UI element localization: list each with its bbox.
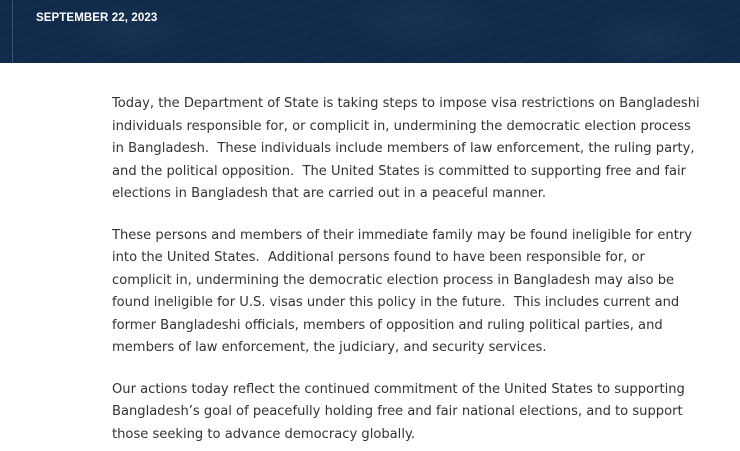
article-paragraph-1: Today, the Department of State is taking steps to impose visa restrictions on Bangladeshi individuals responsible for, or complicit in, undermining the democratic election process in Bangladesh. These individuals include members of law enforcement, the ruling party, and the political opposition. The United States is committed to supporting free and fair elections in Bangladesh that are carried out in a peaceful manner. xyxy=(112,96,704,201)
header-divider xyxy=(12,0,13,63)
article-body xyxy=(112,93,702,451)
publication-date: SEPTEMBER 22, 2023 xyxy=(36,12,158,24)
article-paragraph-3: Our actions today reflect the continued commitment of the United States to supporting Bangladesh’s goal of peacefully holding free and fair national elections, and to support those seeking to advance democracy globally. xyxy=(112,381,689,442)
header-banner xyxy=(0,0,740,63)
article-paragraph-2: These persons and members of their immediate family may be found ineligible for entry into the United States. Additional persons found to have been responsible for, or complicit in, undermining the democratic election process in Bangladesh may also be found ineligible for U.S. visas under this policy in the future. This includes current and former Bangladeshi officials, members of opposition and ruling political parties, and members of law enforcement, the judiciary, and security services. xyxy=(112,227,697,355)
